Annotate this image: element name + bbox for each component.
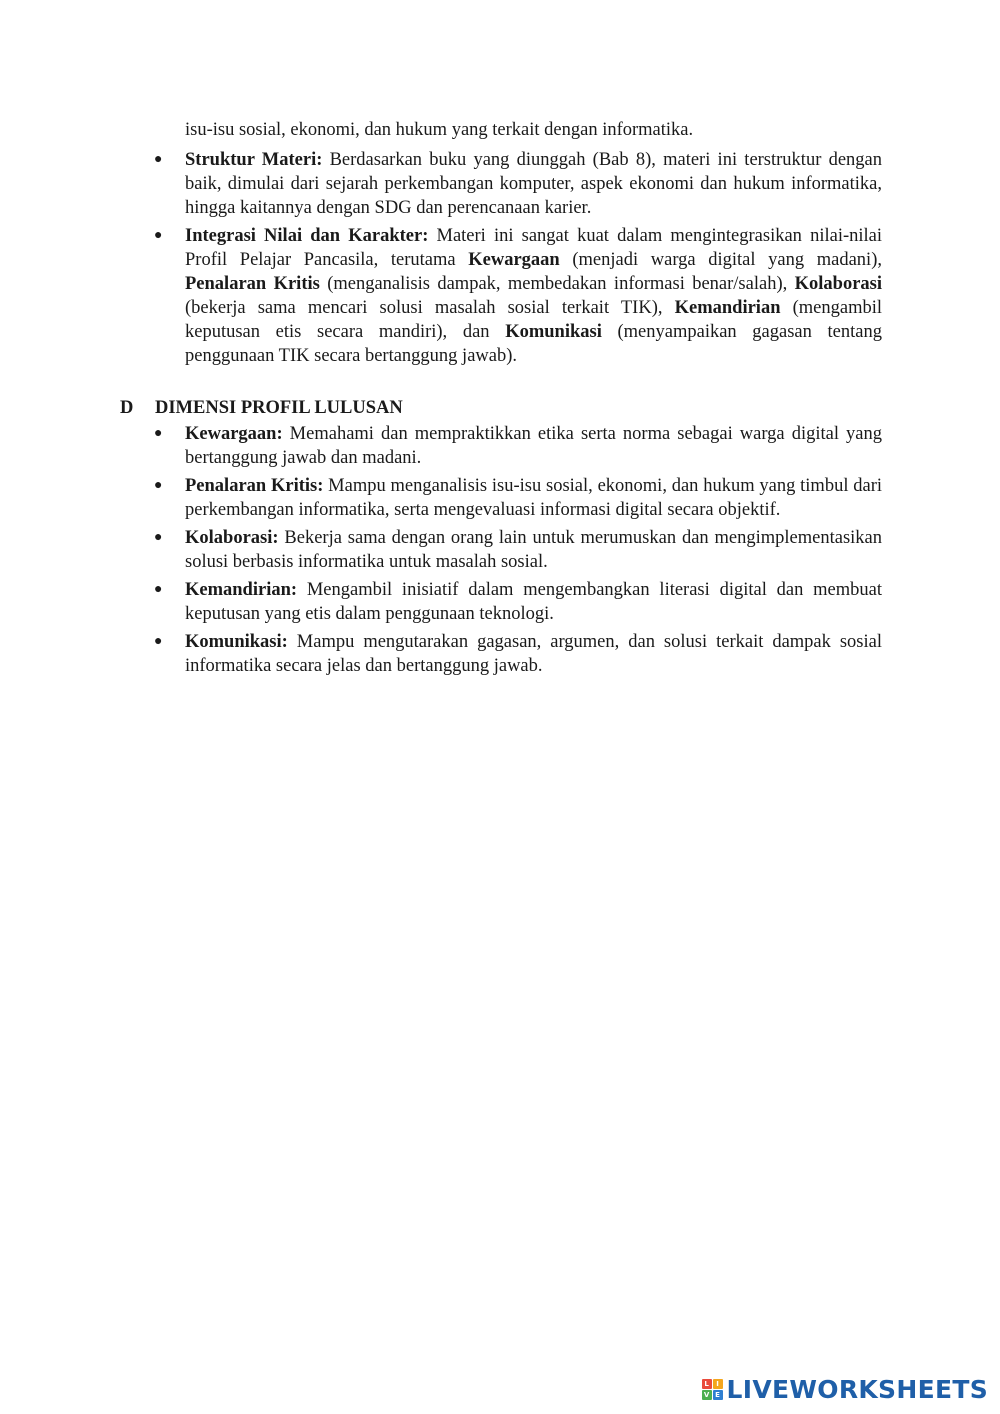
logo-tile: L: [702, 1379, 712, 1389]
bullet-text: (mengambil keputusan etis secara mandiri), dan: [185, 298, 882, 342]
bullet-text: Bekerja sama dengan orang lain untuk merumuskan dan mengimplementasikan solusi berbasis informatika untuk masalah sosial.: [185, 528, 882, 572]
bullet-text: Memahami dan mempraktikkan etika serta norma sebagai warga digital yang bertanggung jawab dan madani.: [185, 424, 882, 468]
logo-tile: I: [713, 1379, 723, 1389]
bullet-item-penalaran-kritis: [120, 474, 882, 522]
bullet-icon: ●: [154, 582, 163, 597]
emphasis-kewargaan: Kewargaan: [468, 250, 560, 270]
emphasis-komunikasi: Komunikasi: [505, 322, 602, 342]
bullet-item-kewargaan: [120, 422, 882, 470]
bullet-text: Berdasarkan buku yang diunggah (Bab 8), materi ini terstruktur dengan baik, dimulai dari sejarah perkembangan komputer, aspek ekonomi dan hukum informatika, hingga kaitannya dengan SDG dan perencanaan karier.: [185, 150, 882, 218]
emphasis-kolaborasi: Kolaborasi: [794, 274, 882, 294]
profil-lulusan-list: [120, 422, 882, 678]
top-bullet-list: [120, 148, 882, 368]
continuation-text: isu-isu sosial, ekonomi, dan hukum yang terkait dengan informatika.: [185, 120, 694, 140]
bullet-label: Penalaran Kritis:: [185, 476, 324, 496]
bullet-label: Kolaborasi:: [185, 528, 279, 548]
page-content: [120, 118, 882, 682]
bullet-text: (menganalisis dampak, membedakan informasi benar/salah),: [319, 274, 795, 294]
bullet-item-struktur-materi: [120, 148, 882, 220]
bullet-icon: ●: [154, 478, 163, 493]
bullet-item-komunikasi: [120, 630, 882, 678]
bullet-label: Integrasi Nilai dan Karakter:: [185, 226, 429, 246]
bullet-item-integrasi-nilai: [120, 224, 882, 368]
logo-tile: V: [702, 1390, 712, 1400]
section-d-heading: [120, 396, 882, 420]
bullet-label: Struktur Materi:: [185, 150, 323, 170]
bullet-icon: ●: [154, 152, 163, 167]
bullet-icon: ●: [154, 530, 163, 545]
bullet-text: (bekerja sama mencari solusi masalah sosial terkait TIK),: [185, 298, 675, 318]
bullet-text: (menyampaikan gagasan tentang penggunaan TIK secara bertanggung jawab).: [185, 322, 882, 366]
bullet-icon: ●: [154, 228, 163, 243]
bullet-icon: ●: [154, 634, 163, 649]
bullet-text: Mampu mengutarakan gagasan, argumen, dan solusi terkait dampak sosial informatika secara jelas dan bertanggung jawab.: [185, 632, 882, 676]
bullet-icon: ●: [154, 426, 163, 441]
emphasis-kemandirian: Kemandirian: [674, 298, 781, 318]
bullet-text: Materi ini sangat kuat dalam mengintegrasikan nilai-nilai Profil Pelajar Pancasila, terutama: [185, 226, 883, 270]
bullet-item-kolaborasi: [120, 526, 882, 574]
liveworksheets-logo[interactable]: [702, 1375, 988, 1404]
bullet-text: (menjadi warga digital yang madani),: [559, 250, 882, 270]
emphasis-penalaran-kritis: Penalaran Kritis: [185, 274, 320, 294]
logo-tile: E: [713, 1390, 723, 1400]
section-title: DIMENSI PROFIL LULUSAN: [155, 398, 403, 418]
section-letter: D: [120, 398, 134, 418]
bullet-item-kemandirian: [120, 578, 882, 626]
logo-text: LIVEWORKSHEETS: [726, 1375, 988, 1404]
bullet-label: Kemandirian:: [185, 580, 298, 600]
bullet-label: Komunikasi:: [185, 632, 288, 652]
logo-icon: [702, 1379, 723, 1400]
bullet-text: Mengambil inisiatif dalam mengembangkan literasi digital dan membuat keputusan yang etis dalam penggunaan teknologi.: [185, 580, 882, 624]
bullet-label: Kewargaan:: [185, 424, 283, 444]
bullet-text: Mampu menganalisis isu-isu sosial, ekonomi, dan hukum yang timbul dari perkembangan informatika, serta mengevaluasi informasi digital secara objektif.: [185, 476, 883, 520]
